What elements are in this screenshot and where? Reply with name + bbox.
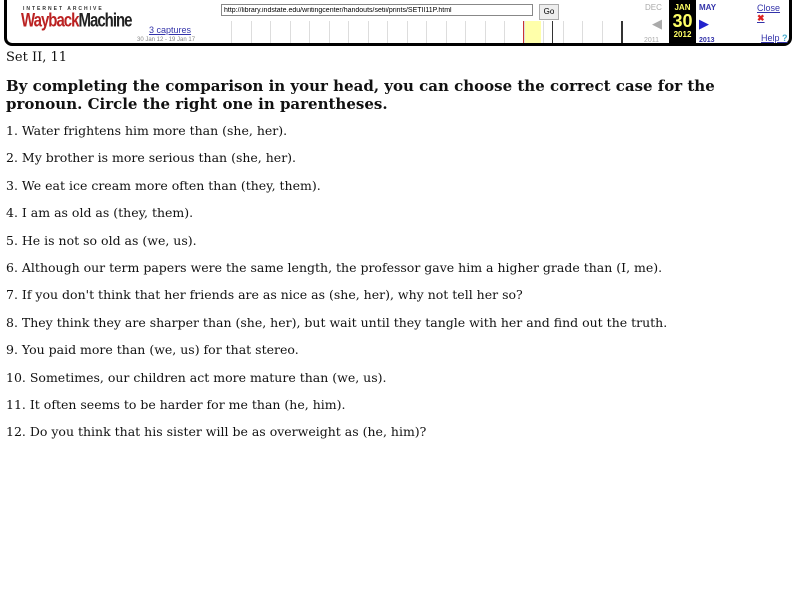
question-item: 7. If you don't think that her friends are as nice as (she, her), why not tell her so? xyxy=(6,287,523,303)
question-item: 3. We eat ice cream more often than (they, them). xyxy=(6,177,321,193)
question-item: 5. He is not so old as (we, us). xyxy=(6,232,197,248)
close-icon[interactable]: ✖ xyxy=(757,13,765,23)
current-date xyxy=(669,0,696,45)
cur-month: JAN xyxy=(674,3,691,12)
question-item: 1. Water frightens him more than (she, her). xyxy=(6,123,288,138)
timeline-tick xyxy=(348,21,349,43)
timeline-tick xyxy=(368,21,369,43)
instructions-heading: By completing the comparison in your head, you can choose the correct case for the pronoun. Circle the right one in parentheses. xyxy=(6,77,715,113)
timeline-tick xyxy=(231,21,232,43)
timeline-tick xyxy=(602,21,603,43)
help-icon: ? xyxy=(782,33,788,43)
timeline-tick xyxy=(309,21,310,43)
question-item: 6. Although our term papers were the same length, the professor gave him a higher grade than (I, me). xyxy=(6,259,663,275)
timeline-tick xyxy=(270,21,271,43)
timeline-tick xyxy=(543,21,544,43)
wayback-logo[interactable] xyxy=(21,9,132,31)
timeline-tick xyxy=(563,21,564,43)
question-item: 10. Sometimes, our children act more mature than (we, us). xyxy=(6,369,387,385)
timeline-tick xyxy=(329,21,330,43)
question-item: 4. I am as old as (they, them). xyxy=(6,205,194,221)
logo-b: Machine xyxy=(78,9,132,32)
wayback-toolbar xyxy=(4,0,792,46)
question-list xyxy=(6,123,796,439)
logo-a: Wayback xyxy=(21,9,79,32)
prev-month[interactable]: DEC xyxy=(645,3,662,12)
timeline-tick xyxy=(465,21,466,43)
captures-link[interactable]: 3 captures xyxy=(149,25,192,35)
question-item: 2. My brother is more serious than (she, her). xyxy=(6,150,297,166)
prev-arrow-icon[interactable]: ◀ xyxy=(652,16,662,31)
timeline-tick xyxy=(387,21,388,43)
question-item: 9. You paid more than (we, us) for that stereo. xyxy=(6,342,299,358)
timeline-tick xyxy=(485,21,486,43)
question-item: 8. They think they are sharper than (she, her), but wait until they tangle with her and find out the truth. xyxy=(6,314,668,330)
timeline-highlight xyxy=(525,21,541,43)
question-item: 11. It often seems to be harder for me than (he, him). xyxy=(6,396,346,412)
timeline-tick xyxy=(582,21,583,43)
timeline-tick xyxy=(407,21,408,43)
timeline-tick xyxy=(426,21,427,43)
question-item: 12. Do you think that his sister will be as overweight as (he, him)? xyxy=(6,424,427,440)
go-button[interactable]: Go xyxy=(539,4,559,20)
close-link[interactable] xyxy=(757,3,789,24)
cur-year: 2012 xyxy=(673,30,692,39)
page-content xyxy=(6,50,796,452)
date-range: 30 Jan 12 - 19 Jan 17 xyxy=(137,37,196,43)
timeline-tick xyxy=(504,21,505,43)
set-label: Set II, 11 xyxy=(6,50,68,65)
cur-day: 30 xyxy=(672,11,693,31)
timeline-marker xyxy=(523,21,524,43)
next-month[interactable]: MAY xyxy=(699,3,717,12)
timeline-tick xyxy=(290,21,291,43)
close-label: Close xyxy=(757,3,781,13)
timeline-marker xyxy=(621,21,623,43)
next-arrow-icon[interactable]: ▶ xyxy=(699,16,709,31)
timeline-marker xyxy=(552,21,553,43)
timeline-tick xyxy=(446,21,447,43)
next-year[interactable]: 2013 xyxy=(699,37,715,44)
url-input[interactable] xyxy=(221,4,533,16)
help-link[interactable] xyxy=(761,33,788,43)
timeline-tick xyxy=(251,21,252,43)
prev-year[interactable]: 2011 xyxy=(644,37,660,44)
help-label: Help xyxy=(761,33,780,43)
logo-top: INTERNET ARCHIVE xyxy=(23,6,104,12)
